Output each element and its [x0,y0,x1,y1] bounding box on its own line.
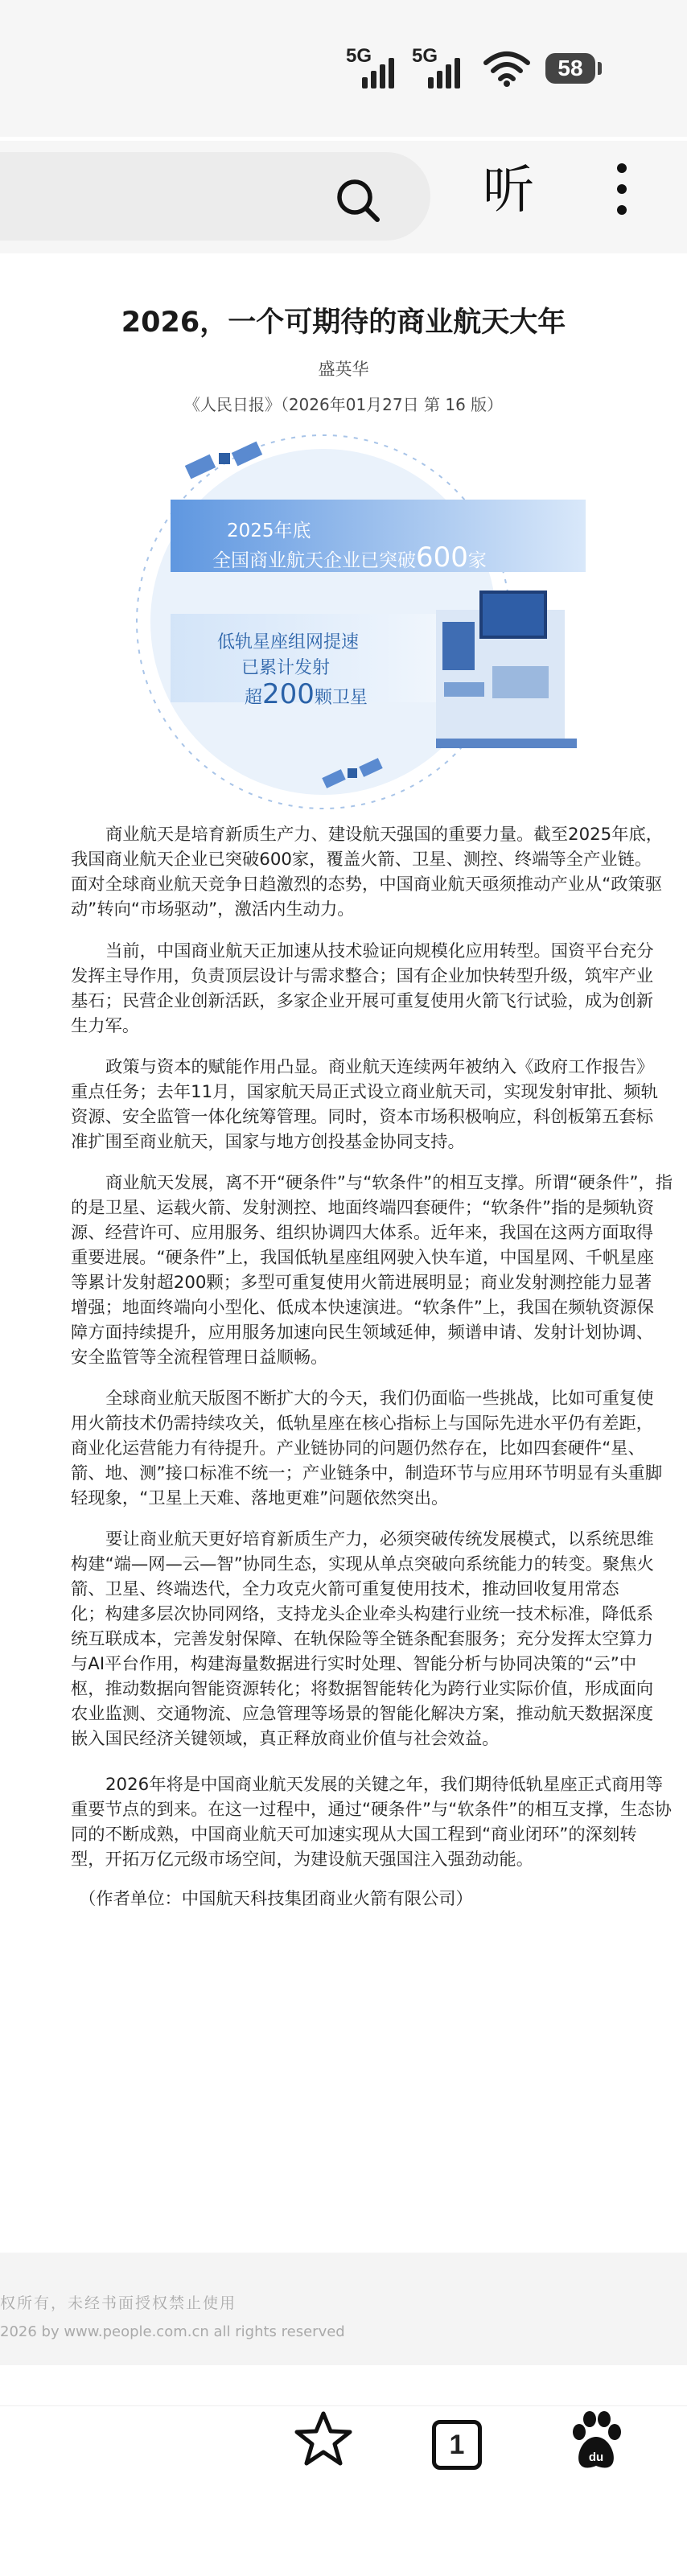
address-bar[interactable] [0,152,430,241]
figure-caption-satellites: 超200颗卫星 [245,678,368,710]
svg-text:du: du [588,2450,604,2464]
tabs-count-button[interactable]: 1 [432,2420,482,2470]
network-type-label: 5G [412,45,438,67]
article-paragraph: 2026年将是中国商业航天发展的关键之年，我们期待低轨星座正式商用等 重要节点的到来。在这一过程中，通过“硬条件”与“软条件”的相互支撑，生态协 同的不断成熟，中国商业航天可加速实现从大国工程到“商业闭环”的深刻转 型，开拓万亿元级市场空间，为建设航天强国注入强劲动能。 [71,1775,672,1870]
copyright-notice: 权所有，未经书面授权禁止使用 [0,2294,237,2312]
article-paragraph: 政策与资本的赋能作用凸显。商业航天连续两年被纳入《政府工作报告》 重点任务；去年11月，国家航天局正式设立商业航天司，实现发射审批、频轨 资源、安全监管一体化统筹管理。同时，资本市场积极响应，科创板第五套标 准扩围至商业航天，国家与地方创投基金协同支持。 [71,1057,658,1152]
wifi-icon [483,50,531,87]
article-paragraph: 要让商业航天更好培育新质生产力，必须突破传统发展模式，以系统思维 构建“端—网—云—智”协同生态，实现从单点突破向系统能力的转变。聚焦火 箭、卫星、终端迭代，全力攻克火箭可重复使用技术，推动回收复用常态 化；构建多层次协同网络，支持龙头企业牵头构建行业统一技术标准，降低系 统互联成本，完善发射保障、在轨保险等全链条配套服务；充分发挥太空算力 与AI平台作用，构建海量数据进行实时处理、智能分析与协同决策的“云”中 枢，推动数据向智能资源转化；将数据智能转化为跨行业实际价值，形成面向 农业监测、交通物流、应急管理等场景的智能化解决方案，推动航天数据深度 嵌入国民经济关键领域，真正释放商业价值与社会效益。 [71,1529,654,1749]
figure-caption-launched: 已累计发射 [241,658,331,678]
article-source: 《人民日报》（2026年01月27日 第 16 版） [183,395,504,414]
article-paragraph: 全球商业航天版图不断扩大的今天，我们仍面临一些挑战，比如可重复使 用火箭技术仍需持续攻关，低轨星座在核心指标上与国际先进水平仍有差距， 商业化运营能力有待提升。产业链协同的问题仍然存在，比如四套硬件“星、 箭、地、测”接口标准不统一；产业链条中，制造环节与应用环节明显有头重脚 轻现象，“卫星上天难、落地更难”问题依然突出。 [71,1389,663,1508]
status-bar [0,0,687,137]
article-title: 2026，一个可期待的商业航天大年 [121,307,566,339]
bottom-navigation [0,2405,687,2576]
article-author: 盛英华 [318,360,369,379]
paw-icon[interactable] [568,2411,624,2472]
figure-caption-year: 2025年底 [227,521,311,541]
signal-strength-1 [346,45,402,88]
article-paragraph: 商业航天是培育新质生产力、建设航天强国的重要力量。截至2025年底， 我国商业航天企业已突破600家，覆盖火箭、卫星、测控、终端等全产业链。 面对全球商业航天竞争日趋激烈的态势，中国商业航天亟须推动产业从“政策驱 动”转向“市场驱动”，激活内生动力。 [71,825,664,920]
star-icon[interactable] [291,2407,356,2471]
listen-button[interactable]: 听 [483,161,534,220]
search-icon[interactable] [334,176,382,224]
article-illustration [122,429,586,813]
copyright-url: 2026 by www.people.com.cn all rights reserved [0,2323,345,2340]
article-paragraph: 商业航天发展，离不开“硬条件”与“软条件”的相互支撑。所谓“硬条件”，指 的是卫星、运载火箭、发射测控、地面终端四套硬件；“软条件”指的是频轨资 源、经营许可、应用服务、组织协调四大体系。近年来，我国在这两方面取得 重要进展。“硬条件”上，我国低轨星座组网驶入快车道，中国星网、千帆星座 等累计发射超200颗；多型可重复使用火箭进展明显；商业发射测控能力显著 增强；地面终端向小型化、低成本快速演进。“软条件”上，我国在频轨资源保 障方面持续提升，应用服务加速向民生领域延伸，频谱申请、发射计划协调、 安全监管等全流程管理日益顺畅。 [71,1173,673,1368]
network-type-label: 5G [346,45,372,67]
control-console-icon [436,592,577,748]
space-illustration [122,429,586,813]
more-icon[interactable] [610,158,634,223]
figure-caption-constellation: 低轨星座组网提速 [217,632,360,652]
battery-indicator: 58 [545,53,595,84]
figure-caption-companies: 全国商业航天企业已突破600家 [212,541,487,574]
article-paragraph: 当前，中国商业航天正加速从技术验证向规模化应用转型。国资平台充分 发挥主导作用，负责顶层设计与需求整合；国有企业加快转型升级，筑牢产业 基石；民营企业创新活跃，多家企业开展可重复使用火箭飞行试验，成为创新 生力军。 [71,941,654,1036]
signal-strength-2 [412,45,468,88]
article-author-affiliation: （作者单位：中国航天科技集团商业火箭有限公司） [79,1889,473,1909]
browser-toolbar [0,141,687,253]
